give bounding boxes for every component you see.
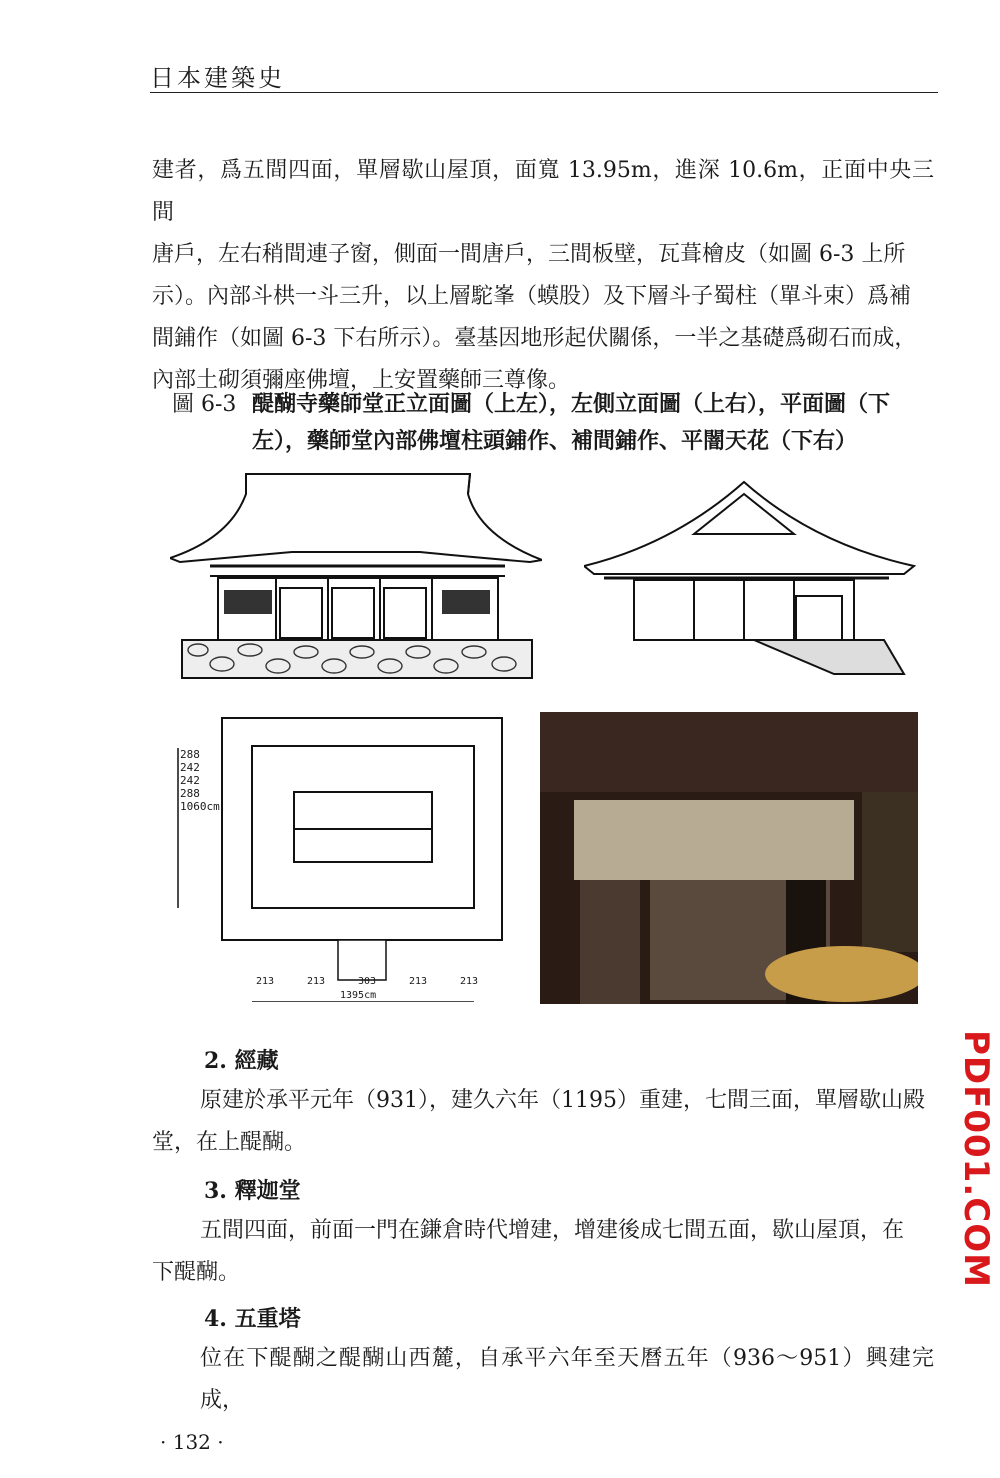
dim-total: 1060cm [180,800,220,813]
header-rule [150,92,938,93]
watermark: PDF001.COM [956,1030,996,1288]
dim-label: 303 [357,976,377,987]
dim-label: 288 [180,787,200,800]
text-line: 原建於承平元年（931），建久六年（1195）重建，七間三面，單層歇山殿 [200,1088,925,1113]
section-heading: 2. 經藏 [204,1048,279,1074]
interior-photo [540,712,918,1004]
caption-line: 醍醐寺藥師堂正立面圖（上左），左側立面圖（上右），平面圖（下 [252,391,891,417]
section-paragraph [152,1080,934,1164]
dim-label: 288 [180,748,200,761]
section-heading: 3. 釋迦堂 [204,1178,301,1204]
intro-paragraph [152,150,934,402]
dim-label: 242 [180,774,200,787]
text-line: 示）。內部斗栱一斗三升，以上層駝峯（蟆股）及下層斗子蜀柱（單斗束）爲補 [152,284,912,309]
dim-label: 213 [408,976,428,987]
text-line: 下醍醐。 [152,1260,241,1285]
dim-label: 213 [459,976,478,987]
text-line: 堂，在上醍醐。 [152,1130,307,1155]
text-line: 五間四面，前面一門在鎌倉時代增建，增建後成七間五面，歇山屋頂，在 [200,1218,905,1243]
dim-label: 213 [256,976,275,987]
figure-caption [172,386,932,459]
width-total: 1395cm [340,990,377,1001]
caption-line: 左），藥師堂內部佛壇柱頭鋪作、補間鋪作、平闇天花（下右） [252,428,858,454]
page-number: · 132 · [160,1430,224,1454]
text-line: 內部土砌須彌座佛壇，上安置藥師三尊像。 [152,368,571,393]
front-elevation-drawing [170,466,542,682]
width-dimensions [256,976,478,987]
text-line: 位在下醍醐之醍醐山西麓，自承平六年至天曆五年（936～951）興建完成， [200,1346,934,1413]
text-line: 間鋪作（如圖 6-3 下右所示）。臺基因地形起伏關係，一半之基礎爲砌石而成， [152,326,917,351]
section-paragraph [152,1210,934,1294]
depth-dimensions [180,748,220,813]
text-line: 唐戶，左右稍間連子窗，側面一間唐戶，三間板壁，瓦葺檜皮（如圖 6-3 上所 [152,242,906,267]
dim-label: 213 [306,976,326,987]
section-paragraph [152,1338,934,1422]
figure-number: 圖 6-3 [172,392,237,417]
dim-label: 242 [180,761,200,774]
running-header: 日本建築史 [150,64,285,92]
section-heading: 4. 五重塔 [204,1306,301,1332]
text-line: 建者，爲五間四面，單層歇山屋頂，面寬 13.95m，進深 10.6m，正面中央三間 [152,158,934,225]
side-elevation-drawing [584,474,920,680]
